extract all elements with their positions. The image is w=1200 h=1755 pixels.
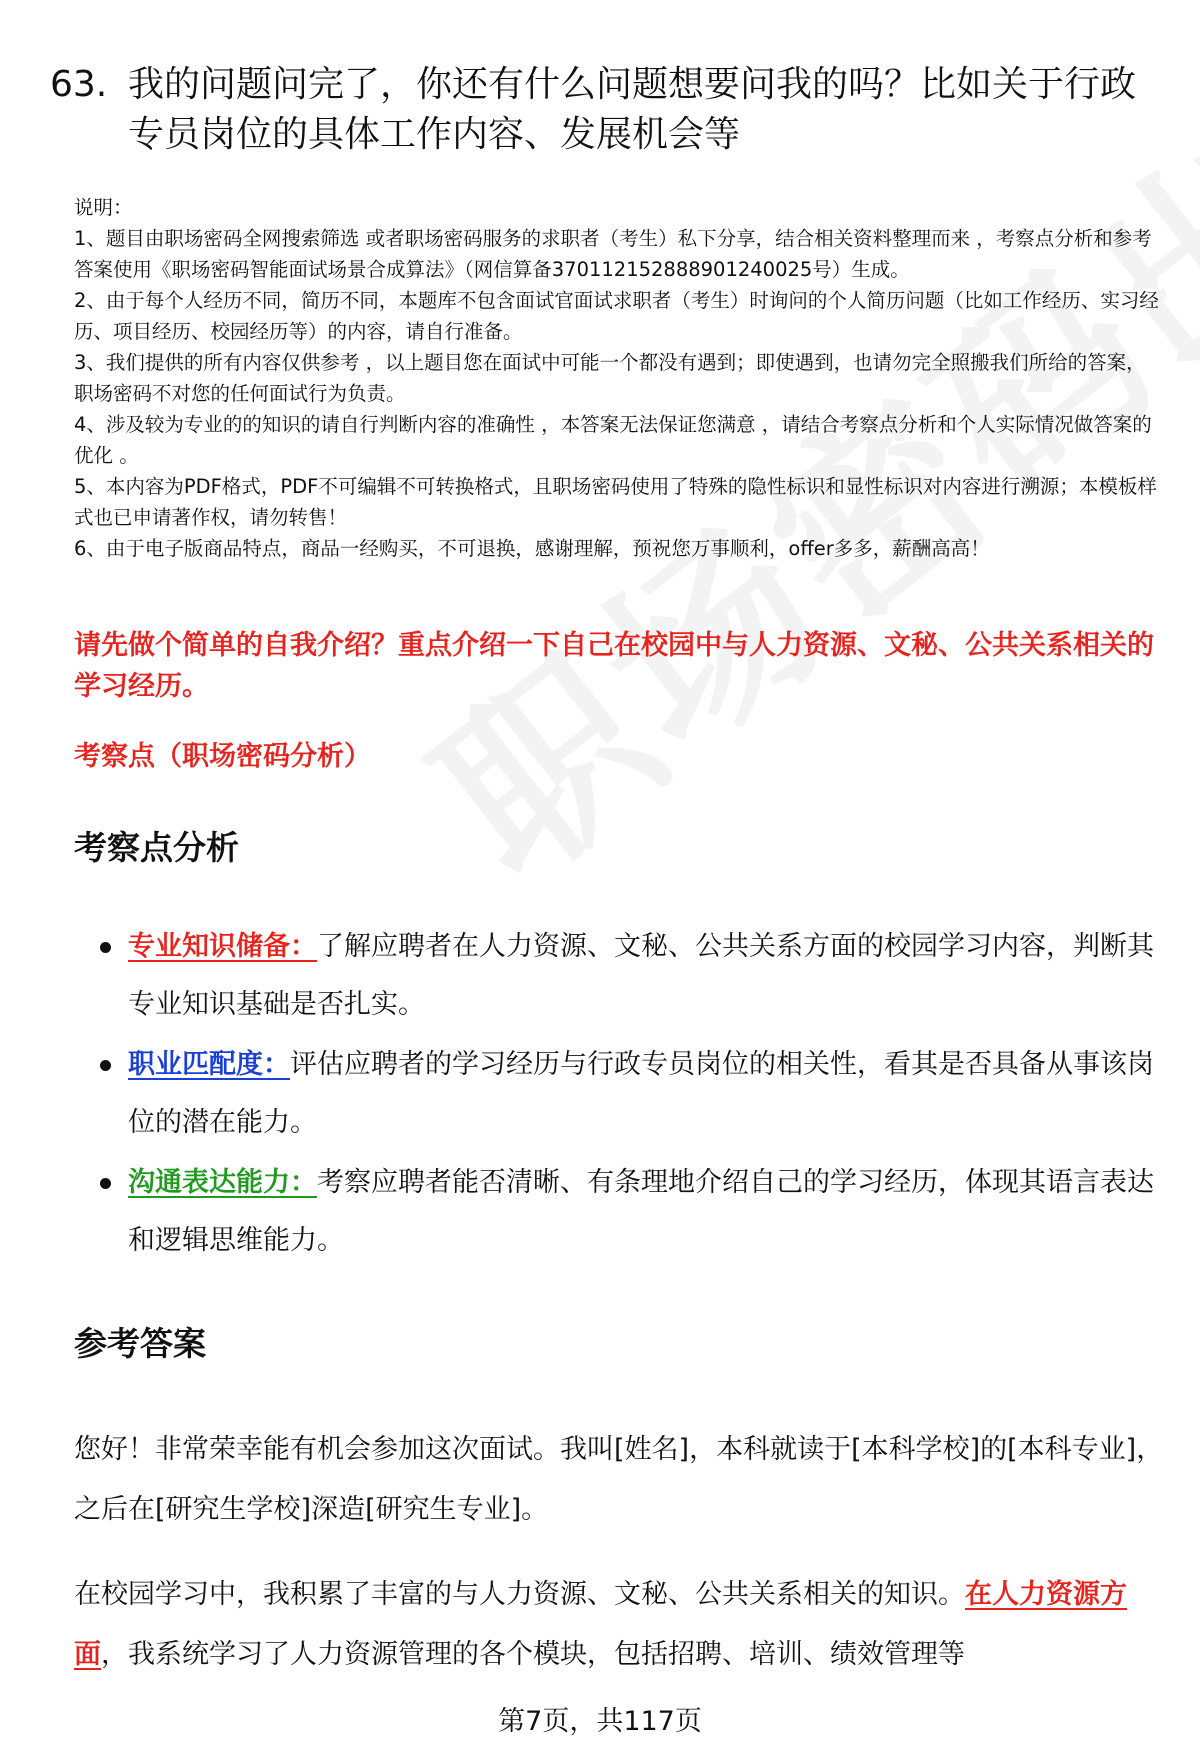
analysis-list — [96, 918, 1162, 1272]
answer-paragraph — [74, 1565, 1164, 1685]
answer-paragraph: 您好！非常荣幸能有机会参加这次面试。我叫[姓名]，本科就读于[本科学校]的[本科专业]，之后在[研究生学校]深造[研究生专业]。 — [74, 1434, 1164, 1525]
bullet-label: 职业匹配度： — [128, 1049, 290, 1080]
page-number: 第7页，共117页 — [498, 1706, 702, 1737]
note-item: 6、由于电子版商品特点，商品一经购买，不可退换，感谢理解，预祝您万事顺利，offer多多，薪酬高高！ — [74, 537, 990, 560]
answer-text: ，我系统学习了人力资源管理的各个模块，包括招聘、培训、绩效管理等 — [101, 1639, 965, 1670]
bullet-dot-icon — [100, 942, 111, 953]
analysis-heading: 考察点分析 — [74, 828, 239, 867]
focus-heading: 考察点（职场密码分析） — [74, 741, 371, 772]
bullet-dot-icon — [100, 1060, 111, 1071]
analysis-bullet — [96, 1154, 1162, 1270]
note-item: 2、由于每个人经历不同，简历不同，本题库不包含面试官面试求职者（考生）时询问的个人简历问题（比如工作经历、实习经历、项目经历、校园经历等）的内容，请自行准备。 — [74, 289, 1159, 343]
answer-highlight: 在人力资源方面 — [74, 1579, 1127, 1670]
question-number: 63. — [50, 64, 108, 105]
bullet-label: 沟通表达能力： — [128, 1167, 317, 1198]
bullet-label: 专业知识储备： — [128, 931, 317, 962]
note-item: 5、本内容为PDF格式，PDF不可编辑不可转换格式，且职场密码使用了特殊的隐性标识和显性标识对内容进行溯源；本模板样式也已申请著作权，请勿转售！ — [74, 475, 1157, 529]
analysis-bullet — [96, 1036, 1162, 1152]
interview-question: 请先做个简单的自我介绍？重点介绍一下自己在校园中与人力资源、文秘、公共关系相关的学习经历。 — [74, 630, 1154, 702]
analysis-bullet — [96, 918, 1162, 1034]
notes-block — [74, 192, 1164, 564]
note-item: 4、涉及较为专业的的知识的请自行判断内容的准确性 ，本答案无法保证您满意 ，请结合考察点分析和个人实际情况做答案的优化 。 — [74, 413, 1152, 467]
question-title — [50, 60, 1160, 160]
note-item: 3、我们提供的所有内容仅供参考 ，以上题目您在面试中可能一个都没有遇到；即使遇到，也请勿完全照搬我们所给的答案，职场密码不对您的任何面试行为负责。 — [74, 351, 1146, 405]
answer-text: 在校园学习中，我积累了丰富的与人力资源、文秘、公共关系相关的知识。 — [74, 1579, 965, 1610]
answer-heading: 参考答案 — [74, 1324, 206, 1363]
notes-heading: 说明： — [74, 196, 133, 219]
bullet-text: 了解应聘者在人力资源、文秘、公共关系方面的校园学习内容，判断其专业知识基础是否扎实。 — [128, 931, 1154, 1020]
bullet-dot-icon — [100, 1178, 111, 1189]
bullet-text: 评估应聘者的学习经历与行政专员岗位的相关性，看其是否具备从事该岗位的潜在能力。 — [128, 1049, 1154, 1138]
note-item: 1、题目由职场密码全网搜索筛选 或者职场密码服务的求职者（考生）私下分享，结合相关资料整理而来 ，考察点分析和参考答案使用《职场密码智能面试场景合成算法》（网信算备370112152888901240025号）生成。 — [74, 227, 1152, 281]
question-text: 我的问题问完了，你还有什么问题想要问我的吗？比如关于行政专员岗位的具体工作内容、发展机会等 — [128, 64, 1137, 155]
bullet-text: 考察应聘者能否清晰、有条理地介绍自己的学习经历，体现其语言表达和逻辑思维能力。 — [128, 1167, 1154, 1256]
